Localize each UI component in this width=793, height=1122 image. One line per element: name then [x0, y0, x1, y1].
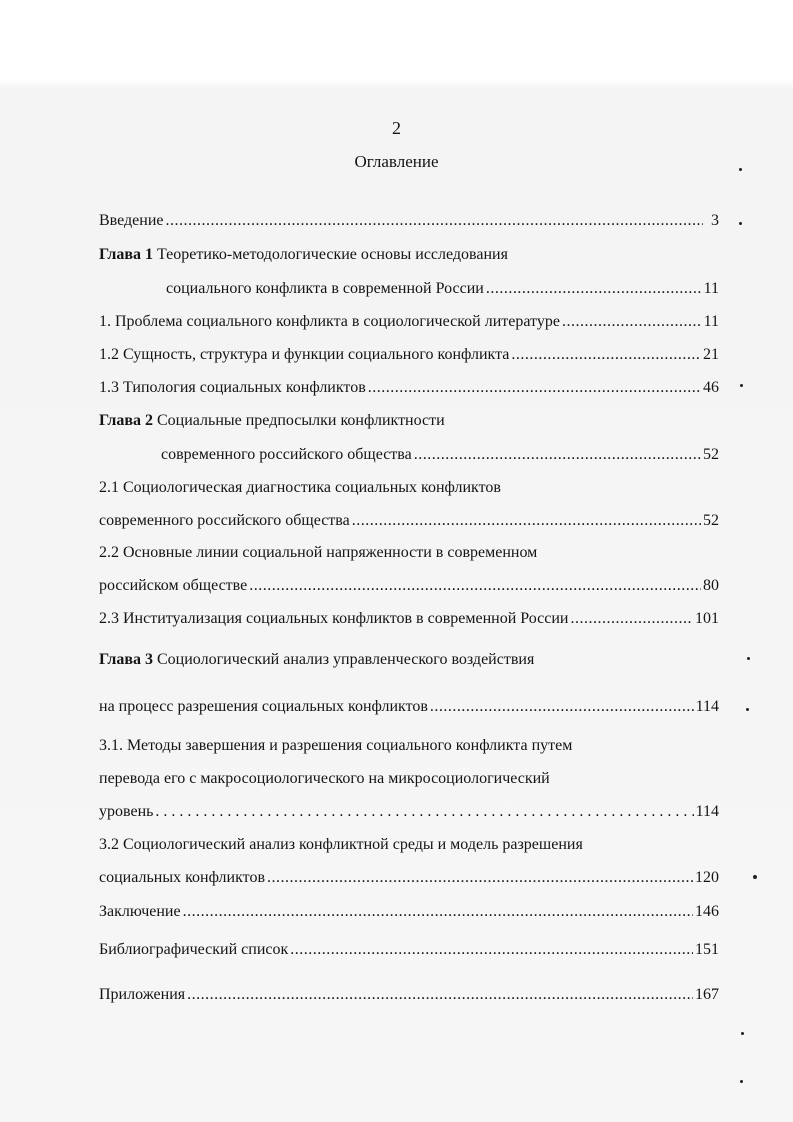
- toc-page: 167: [695, 986, 719, 1003]
- toc-entry: [99, 803, 719, 827]
- toc-chapter-heading: [99, 651, 719, 675]
- toc-label: [99, 246, 508, 264]
- toc-entry: [99, 544, 719, 568]
- toc-page: 21: [703, 346, 719, 363]
- toc-page: 114: [695, 698, 719, 715]
- toc-label: современного российского общества: [161, 446, 412, 463]
- toc-page: 3: [711, 212, 719, 229]
- leader-dots: [187, 986, 693, 1004]
- toc-label: перевода его с макросоциологического на микросоциологический: [99, 770, 550, 787]
- toc-label: [99, 651, 534, 669]
- leader-dots: [249, 577, 701, 595]
- toc-page: 114: [695, 803, 719, 820]
- toc-entry: [99, 379, 719, 403]
- toc-page: 146: [695, 903, 719, 920]
- toc-page: 52: [703, 512, 719, 529]
- toc-entry: [99, 610, 719, 634]
- toc-label: 3.1. Методы завершения и разрешения социального конфликта путем: [99, 737, 573, 754]
- leader-dots: [414, 446, 701, 464]
- toc-entry: [99, 313, 719, 337]
- toc-entry: [99, 770, 719, 794]
- toc-page: 120: [695, 869, 719, 886]
- leader-dots: [352, 512, 701, 530]
- toc-label: Введение: [99, 212, 164, 229]
- toc-entry: [99, 577, 719, 601]
- toc-page: 151: [695, 941, 719, 958]
- toc-label: 1. Проблема социального конфликта в социологической литературе: [99, 313, 560, 330]
- toc-label: современного российского общества: [99, 512, 350, 529]
- page-number: 2: [392, 118, 401, 138]
- toc-label: 2.2 Основные линии социальной напряженности в современном: [99, 544, 538, 561]
- chapter-title: Социологический анализ управленческого воздействия: [153, 651, 535, 668]
- scan-speck: [741, 1032, 744, 1035]
- leader-dots: [571, 610, 694, 628]
- scan-speck: [740, 384, 743, 387]
- toc-entry: [99, 903, 719, 927]
- toc-page: 101: [695, 610, 719, 627]
- leader-dots: [290, 941, 693, 959]
- toc-label: 1.2 Сущность, структура и функции социального конфликта: [99, 346, 510, 363]
- toc-page: 46: [703, 379, 719, 396]
- toc-label: [99, 412, 445, 430]
- toc-entry: [99, 446, 719, 470]
- chapter-title: Теоретико-методологические основы исследования: [153, 246, 508, 263]
- toc-page: 11: [703, 313, 719, 330]
- scan-speck: [747, 657, 750, 660]
- toc-chapter-heading: [99, 412, 719, 436]
- leader-dots: [562, 313, 702, 331]
- chapter-number: Глава 2: [99, 412, 153, 429]
- toc-entry: [99, 737, 719, 761]
- page-title: Оглавление: [354, 152, 439, 171]
- leader-dots: [166, 212, 704, 230]
- toc-entry: [99, 986, 719, 1010]
- leader-dots: [267, 869, 693, 887]
- toc-label: 2.3 Институализация социальных конфликтов в современной России: [99, 610, 569, 627]
- toc-entry: [99, 869, 719, 893]
- toc-label: Приложения: [99, 986, 186, 1003]
- toc-chapter-heading: [99, 246, 719, 270]
- toc-label: 3.2 Социологический анализ конфликтной среды и модель разрешения: [99, 836, 583, 853]
- scan-speck: [753, 875, 757, 879]
- leader-dots: [486, 280, 702, 298]
- leader-dots: [511, 346, 701, 364]
- toc-entry: [99, 346, 719, 370]
- toc-label: социального конфликта в современной России: [166, 280, 484, 297]
- toc-entry: [99, 836, 719, 860]
- toc-label: 2.1 Социологическая диагностика социальных конфликтов: [99, 479, 501, 496]
- scan-speck: [746, 708, 749, 711]
- toc-entry: [99, 698, 719, 722]
- toc-entry: [99, 280, 719, 304]
- leader-dots: [430, 698, 694, 716]
- chapter-title: Социальные предпосылки конфликтности: [153, 412, 445, 429]
- leader-dots: [183, 903, 693, 921]
- toc-page: 80: [703, 577, 719, 594]
- toc-label: социальных конфликтов: [99, 869, 265, 886]
- leader-dots: [368, 379, 701, 397]
- toc-label: 1.3 Типология социальных конфликтов: [99, 379, 366, 396]
- toc-entry: [99, 479, 719, 503]
- toc-label: на процесс разрешения социальных конфликтов: [99, 698, 428, 715]
- chapter-number: Глава 3: [99, 651, 153, 668]
- scan-speck: [739, 222, 742, 225]
- toc-entry: [99, 212, 719, 236]
- toc-page: 52: [703, 446, 719, 463]
- toc-label: уровень: [99, 803, 154, 820]
- toc-label: российском обществе: [99, 577, 248, 594]
- leader-dots: [155, 803, 693, 821]
- toc-label: Библиографический список: [99, 941, 289, 958]
- scan-speck: [739, 168, 742, 171]
- toc-label: Заключение: [99, 903, 181, 920]
- toc-entry: [99, 941, 719, 965]
- scan-speck: [740, 1080, 743, 1083]
- toc-entry: [99, 512, 719, 536]
- toc-page: 11: [703, 280, 719, 297]
- chapter-number: Глава 1: [99, 246, 153, 263]
